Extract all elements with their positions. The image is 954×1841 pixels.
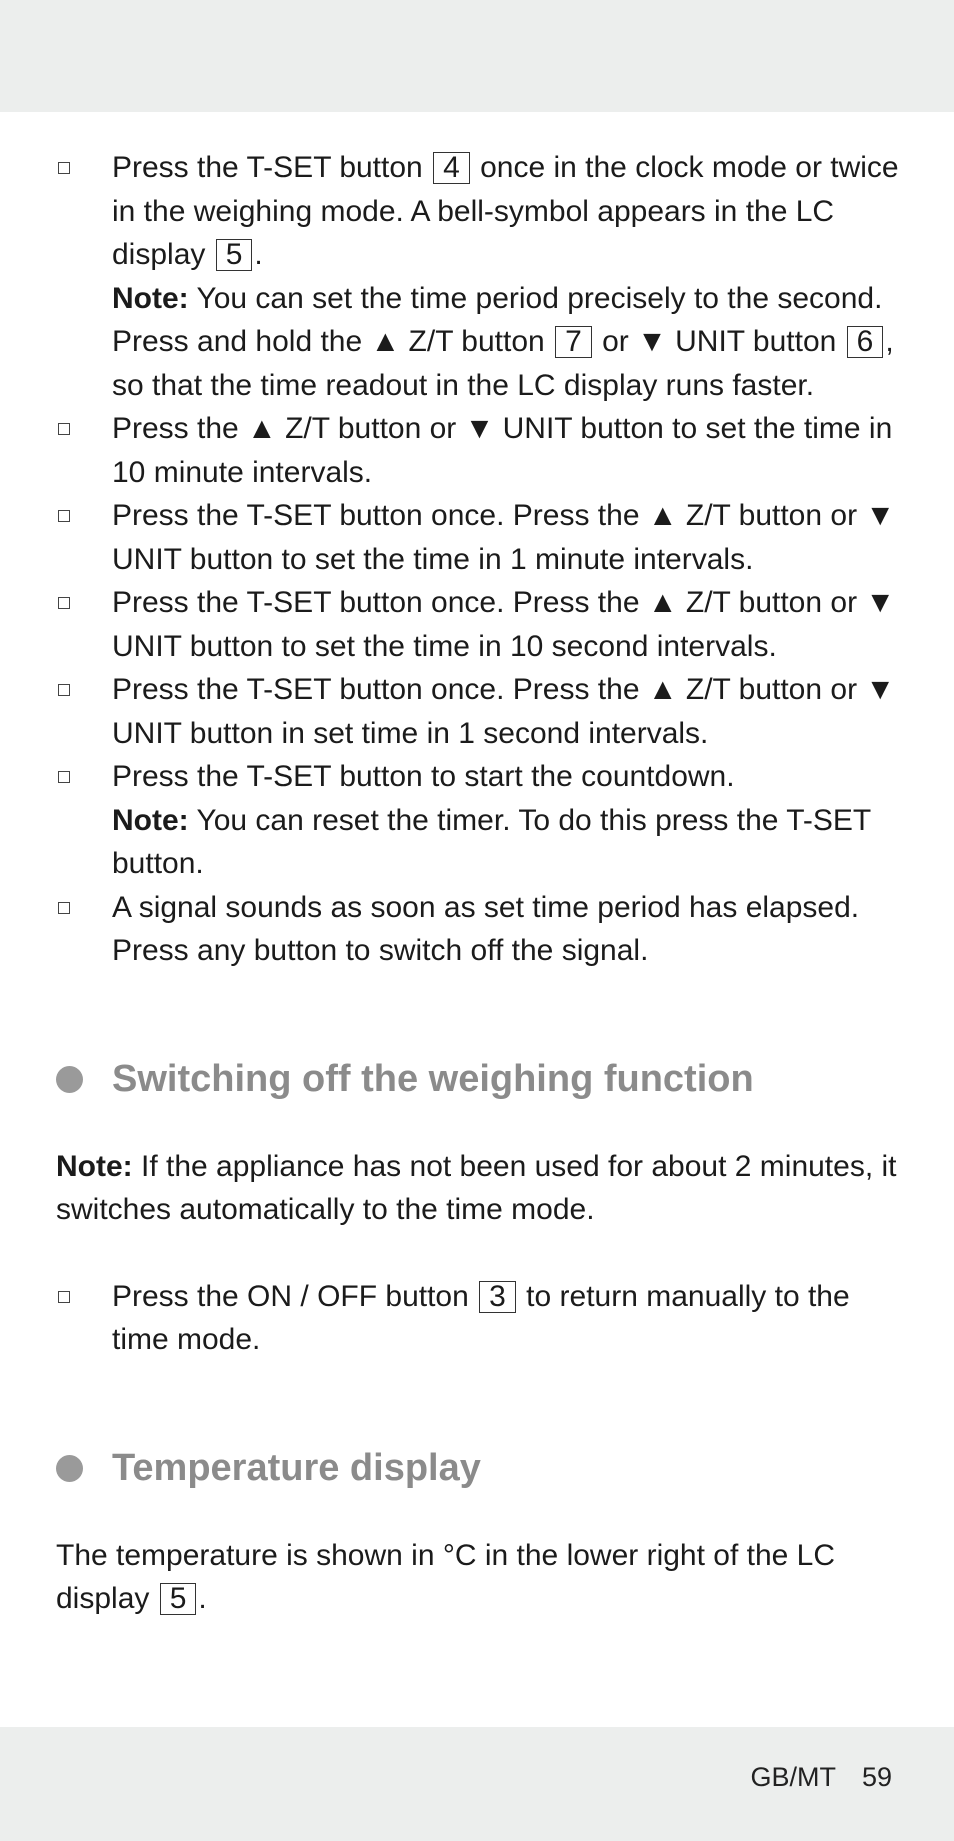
footer-lang: GB/MT	[750, 1762, 836, 1792]
checkbox-bullet-icon	[58, 1291, 70, 1303]
note-label: Note:	[112, 281, 189, 315]
list-item: Press the T-SET button once. Press the ▲ Z/T button or ▼ UNIT button to set the time in 1 minute intervals.	[56, 494, 906, 581]
part-ref-badge: 5	[216, 239, 253, 271]
checkbox-bullet-icon	[58, 423, 70, 435]
checkbox-bullet-icon	[58, 684, 70, 696]
checkbox-bullet-icon	[58, 510, 70, 522]
page-number: 59	[861, 1762, 892, 1792]
page-content	[56, 146, 906, 1621]
part-ref-badge: 6	[847, 326, 884, 358]
list-item: Press the ▲ Z/T button or ▼ UNIT button to set the time in 10 minute intervals.	[56, 407, 906, 494]
header-band	[0, 0, 954, 112]
list-item: Press the ON / OFF button 3 to return manually to the time mode.	[56, 1275, 906, 1362]
section-heading: Temperature display	[56, 1444, 906, 1492]
body-paragraph: The temperature is shown in °C in the lower right of the LC display 5 .	[56, 1538, 836, 1615]
bullet-dot-icon	[56, 1455, 83, 1482]
note-label: Note:	[112, 803, 189, 837]
page-footer	[750, 1762, 892, 1793]
list-item: Press the T-SET button to start the countdown. Note: You can reset the timer. To do this press the T-SET button.	[56, 755, 906, 886]
list-item: A signal sounds as soon as set time period has elapsed. Press any button to switch off the signal.	[56, 886, 906, 973]
checkbox-bullet-icon	[58, 162, 70, 174]
checkbox-bullet-icon	[58, 597, 70, 609]
part-ref-badge: 5	[160, 1583, 197, 1615]
checkbox-bullet-icon	[58, 902, 70, 914]
section-heading: Switching off the weighing function	[56, 1055, 906, 1103]
list-item: Press the T-SET button once. Press the ▲ Z/T button or ▼ UNIT button to set the time in 10 second intervals.	[56, 581, 906, 668]
bullet-dot-icon	[56, 1066, 83, 1093]
part-ref-badge: 3	[479, 1281, 516, 1313]
list-item: Press the T-SET button 4 once in the clock mode or twice in the weighing mode. A bell-symbol appears in the LC display 5 . Note: You can set the time period precisely to the second. Press and hold the ▲ Z/T button 7 or ▼ UNIT button 6 , so that the time readout in the LC display runs faster.	[56, 146, 906, 407]
note-paragraph: Note: If the appliance has not been used for about 2 minutes, it switches automatically to the time mode.	[56, 1149, 897, 1226]
part-ref-badge: 4	[433, 152, 470, 184]
list-item: Press the T-SET button once. Press the ▲ Z/T button or ▼ UNIT button in set time in 1 second intervals.	[56, 668, 906, 755]
note-label: Note:	[56, 1149, 133, 1183]
part-ref-badge: 7	[555, 326, 592, 358]
checkbox-bullet-icon	[58, 771, 70, 783]
